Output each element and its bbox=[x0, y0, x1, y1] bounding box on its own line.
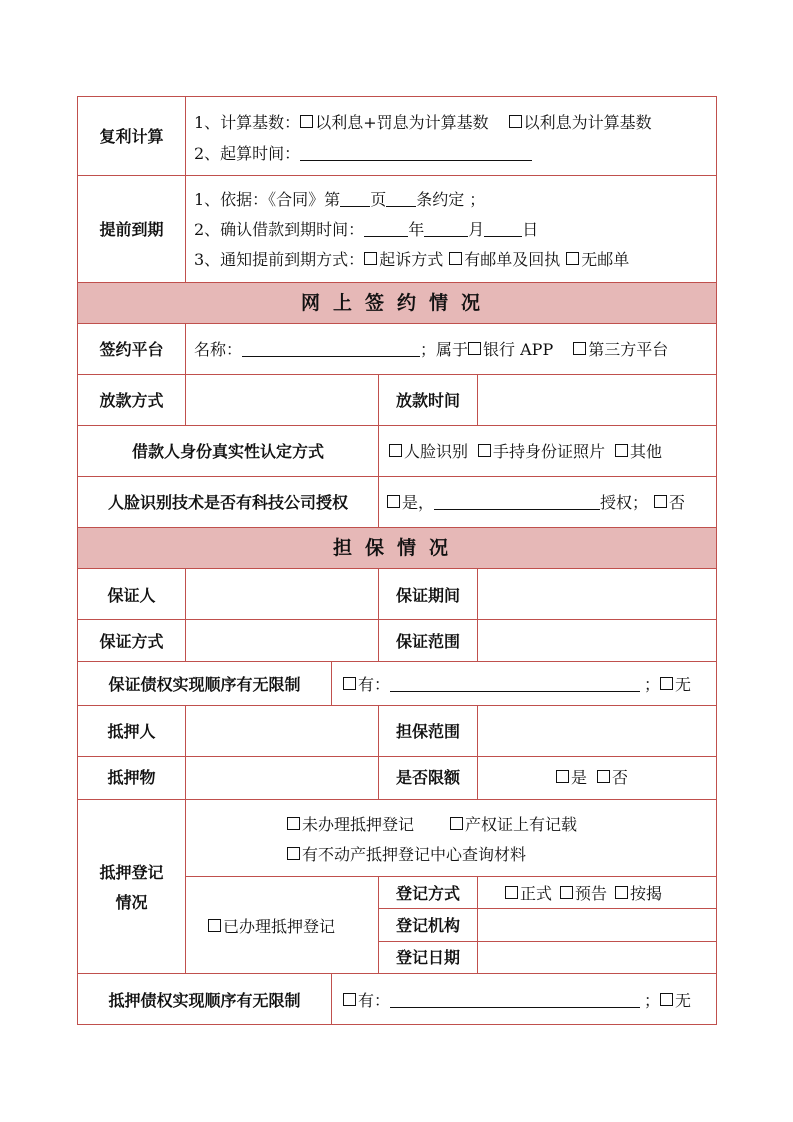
method-value-cell[interactable] bbox=[185, 619, 379, 662]
checkbox-advance[interactable] bbox=[560, 886, 573, 899]
auth-company-field[interactable] bbox=[434, 493, 600, 510]
checkbox-mail-receipt[interactable] bbox=[449, 252, 462, 265]
mortgagor-value-cell[interactable] bbox=[185, 705, 379, 757]
id-method-options bbox=[389, 442, 662, 462]
compound-line-1 bbox=[194, 113, 652, 133]
registration-upper-line-2 bbox=[287, 845, 526, 865]
loan-time-label: 放款时间 bbox=[395, 391, 460, 410]
registration-label-line-1: 抵押登记 bbox=[99, 863, 164, 882]
accel-line-2 bbox=[194, 220, 538, 240]
mort-order-detail-field[interactable] bbox=[390, 991, 640, 1008]
option-auth-yes: 是， bbox=[402, 493, 435, 512]
option-limit-no: 否 bbox=[612, 768, 629, 787]
online-signing-header: 网上签约情况 bbox=[77, 282, 717, 324]
checkbox-mort-order-has[interactable] bbox=[343, 993, 356, 1006]
compound-start-label: 2、起算时间： bbox=[194, 144, 301, 163]
mortgagor-label: 抵押人 bbox=[107, 722, 156, 741]
checkbox-third-party[interactable] bbox=[573, 342, 586, 355]
checkbox-bank-app[interactable] bbox=[468, 342, 481, 355]
registration-label-cell bbox=[77, 799, 186, 974]
option-bank-app: 银行 APP bbox=[483, 340, 554, 359]
checkbox-not-registered[interactable] bbox=[287, 817, 300, 830]
period-label: 保证期间 bbox=[395, 586, 460, 605]
checkbox-id-photo[interactable] bbox=[478, 444, 491, 457]
registration-upper-line-1 bbox=[287, 815, 577, 835]
checkbox-other[interactable] bbox=[615, 444, 628, 457]
day-field[interactable] bbox=[484, 220, 522, 237]
face-auth-label: 人脸识别技术是否有科技公司授权 bbox=[107, 493, 348, 512]
option-auth-no: 否 bbox=[669, 493, 686, 512]
page-field[interactable] bbox=[340, 190, 370, 207]
option-interest-penalty: 以利息+罚息为计算基数 bbox=[315, 113, 489, 132]
option-limit-yes: 是 bbox=[571, 768, 588, 787]
checkbox-interest-penalty[interactable] bbox=[300, 115, 313, 128]
option-order-has: 有： bbox=[358, 675, 391, 694]
day-unit: 日 bbox=[522, 220, 539, 239]
option-registered: 已办理抵押登记 bbox=[223, 917, 336, 936]
registered-option bbox=[208, 917, 335, 937]
clause-field[interactable] bbox=[386, 190, 416, 207]
checkbox-limit-yes[interactable] bbox=[556, 770, 569, 783]
option-mail-receipt: 有邮单及回执 bbox=[464, 250, 561, 269]
page-unit: 页 bbox=[370, 190, 387, 209]
option-order-none: 无 bbox=[675, 675, 692, 694]
loan-time-value-cell[interactable] bbox=[477, 374, 717, 426]
mort-order-options: 有： ； 无 bbox=[343, 991, 691, 1011]
max-limit-label: 是否限额 bbox=[395, 768, 460, 787]
method-label: 保证方式 bbox=[99, 632, 164, 651]
id-method-label: 借款人身份真实性认定方式 bbox=[131, 442, 324, 461]
accel-line-3 bbox=[194, 250, 629, 270]
option-other: 其他 bbox=[630, 442, 663, 461]
option-third-party: 第三方平台 bbox=[588, 340, 669, 359]
registration-label-line-2: 情况 bbox=[115, 893, 148, 912]
max-limit-options bbox=[556, 768, 628, 788]
start-time-field[interactable] bbox=[300, 144, 532, 161]
scope-value-cell[interactable] bbox=[477, 619, 717, 662]
checkbox-order-has[interactable] bbox=[343, 677, 356, 690]
notice-method-label: 3、通知提前到期方式： bbox=[194, 250, 365, 269]
authorized-label: 授权； bbox=[600, 493, 649, 512]
checkbox-face-recognition[interactable] bbox=[389, 444, 402, 457]
option-interest-only: 以利息为计算基数 bbox=[523, 113, 652, 132]
mort-order-label: 抵押债权实现顺序有无限制 bbox=[108, 991, 301, 1010]
checkbox-lawsuit[interactable] bbox=[364, 252, 377, 265]
option-mort-order-has: 有： bbox=[358, 991, 391, 1010]
option-lawsuit: 起诉方式 bbox=[379, 250, 444, 269]
clause-unit: 条约定 ； bbox=[416, 190, 486, 209]
guarantee-header: 担保情况 bbox=[77, 527, 717, 569]
reg-org-value-cell[interactable] bbox=[477, 908, 717, 942]
compound-base-label: 1、计算基数： bbox=[194, 113, 301, 132]
year-field[interactable] bbox=[364, 220, 408, 237]
reg-org-label: 登记机构 bbox=[395, 916, 460, 935]
accel-title: 提前到期 bbox=[99, 220, 164, 239]
option-mort-order-none: 无 bbox=[675, 991, 692, 1010]
option-stamp: 按揭 bbox=[630, 884, 663, 903]
belongs-label: ；属于 bbox=[420, 340, 469, 359]
option-not-registered: 未办理抵押登记 bbox=[302, 815, 415, 834]
guarantor-label: 保证人 bbox=[107, 586, 156, 605]
compound-title: 复利计算 bbox=[99, 127, 164, 146]
option-recorded: 产权证上有记载 bbox=[465, 815, 578, 834]
reg-method-label: 登记方式 bbox=[395, 884, 460, 903]
face-auth-options bbox=[387, 493, 685, 513]
month-unit: 月 bbox=[468, 220, 485, 239]
registration-upper-cell bbox=[185, 799, 717, 877]
year-unit: 年 bbox=[408, 220, 425, 239]
checkbox-order-none[interactable] bbox=[660, 677, 673, 690]
checkbox-auth-no[interactable] bbox=[654, 495, 667, 508]
checkbox-formal[interactable] bbox=[505, 886, 518, 899]
order-options: 有： ； 无 bbox=[343, 675, 691, 695]
checkbox-registered[interactable] bbox=[208, 919, 221, 932]
checkbox-limit-no[interactable] bbox=[597, 770, 610, 783]
option-query-material: 有不动产抵押登记中心查询材料 bbox=[302, 845, 527, 864]
platform-name-field[interactable] bbox=[242, 340, 420, 357]
checkbox-interest-only[interactable] bbox=[509, 115, 522, 128]
checkbox-stamp[interactable] bbox=[615, 886, 628, 899]
platform-label: 签约平台 bbox=[99, 340, 164, 359]
platform-line bbox=[194, 340, 668, 360]
basis-label: 1、依据：《合同》第 bbox=[194, 190, 341, 209]
checkbox-mort-order-none[interactable] bbox=[660, 993, 673, 1006]
month-field[interactable] bbox=[424, 220, 468, 237]
option-id-photo: 手持身份证照片 bbox=[493, 442, 606, 461]
platform-name-label: 名称： bbox=[194, 340, 243, 359]
loan-method-value-cell[interactable] bbox=[185, 374, 379, 426]
option-advance: 预告 bbox=[575, 884, 608, 903]
checkbox-no-mail[interactable] bbox=[566, 252, 579, 265]
compound-line-2 bbox=[194, 144, 532, 164]
checkbox-query-material[interactable] bbox=[287, 847, 300, 860]
option-no-mail: 无邮单 bbox=[581, 250, 630, 269]
guarantor-value-cell[interactable] bbox=[185, 568, 379, 620]
guarantee-scope-label: 担保范围 bbox=[395, 722, 460, 741]
reg-date-value-cell[interactable] bbox=[477, 941, 717, 974]
checkbox-auth-yes[interactable] bbox=[387, 495, 400, 508]
scope-label: 保证范围 bbox=[395, 632, 460, 651]
collateral-value-cell[interactable] bbox=[185, 756, 379, 800]
collateral-label: 抵押物 bbox=[107, 768, 156, 787]
option-formal: 正式 bbox=[520, 884, 553, 903]
accel-line-1 bbox=[194, 190, 485, 210]
order-detail-field[interactable] bbox=[390, 675, 640, 692]
due-date-label: 2、确认借款到期时间： bbox=[194, 220, 365, 239]
reg-method-options bbox=[505, 884, 662, 904]
period-value-cell[interactable] bbox=[477, 568, 717, 620]
option-face-recognition: 人脸识别 bbox=[404, 442, 469, 461]
loan-method-label: 放款方式 bbox=[99, 391, 164, 410]
checkbox-recorded[interactable] bbox=[450, 817, 463, 830]
reg-date-label: 登记日期 bbox=[395, 948, 460, 967]
guarantee-scope-value-cell[interactable] bbox=[477, 705, 717, 757]
compound-content-cell bbox=[185, 96, 717, 176]
order-label: 保证债权实现顺序有无限制 bbox=[108, 675, 301, 694]
